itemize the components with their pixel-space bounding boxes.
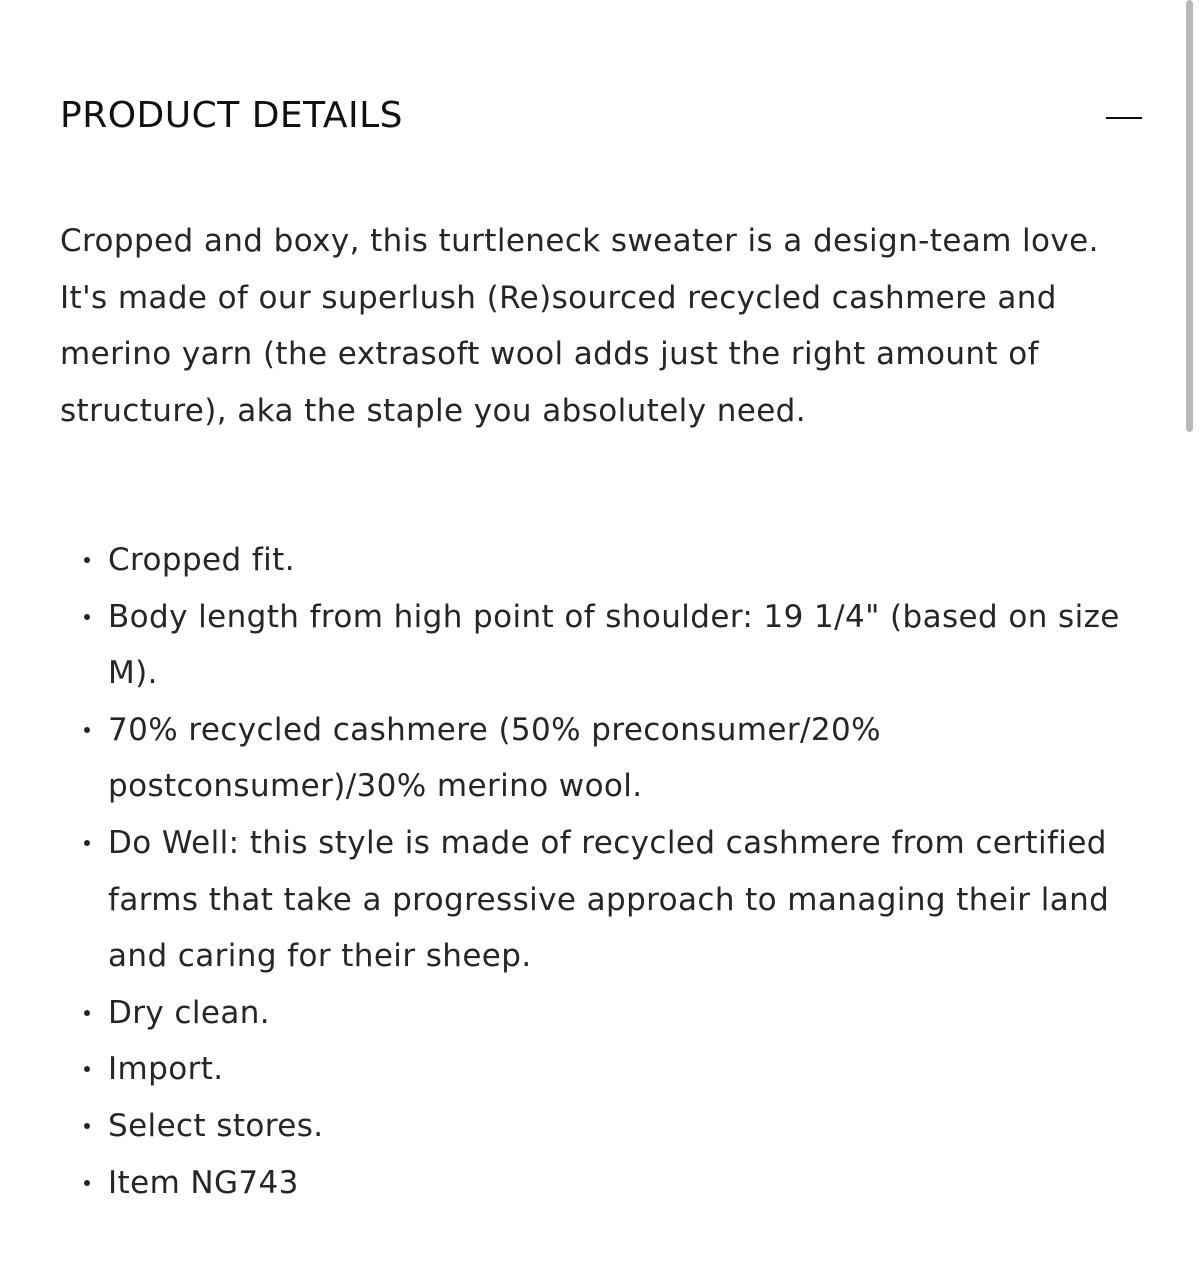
list-item <box>60 815 1135 985</box>
collapse-toggle-button[interactable] <box>1106 100 1142 136</box>
list-item-text: Dry clean. <box>108 994 271 1031</box>
bullet-icon <box>84 1010 90 1016</box>
list-item <box>60 1098 1135 1155</box>
product-details-header[interactable] <box>60 88 1142 144</box>
product-description: Cropped and boxy, this turtleneck sweater is a design-team love. It's made of our superlush (Re)sourced recycled cashmere and merino yarn (the extrasoft wool adds just the right amount of structure), aka the staple you absolutely need. <box>60 223 1099 429</box>
minus-icon <box>1106 117 1142 119</box>
bullet-icon <box>84 727 90 733</box>
bullet-icon <box>84 557 90 563</box>
list-item-text: Import. <box>108 1051 224 1088</box>
product-feature-list <box>60 532 1135 1211</box>
list-item <box>60 985 1135 1042</box>
bullet-icon <box>84 1066 90 1072</box>
list-item <box>60 1041 1135 1098</box>
list-item-text: 70% recycled cashmere (50% preconsumer/20% postconsumer)/30% merino wool. <box>108 711 881 805</box>
list-item-text: Do Well: this style is made of recycled cashmere from certified farms that take a progressive approach to managing their land and caring for their sheep. <box>108 824 1110 975</box>
list-item <box>60 589 1135 702</box>
bullet-icon <box>84 1180 90 1186</box>
bullet-icon <box>84 840 90 846</box>
list-item-text: Item NG743 <box>108 1164 299 1201</box>
list-item-text: Select stores. <box>108 1107 324 1144</box>
bullet-icon <box>84 614 90 620</box>
section-title: PRODUCT DETAILS <box>60 95 404 136</box>
vertical-scrollbar[interactable] <box>1186 0 1193 432</box>
list-item <box>60 532 1135 589</box>
list-item <box>60 1155 1135 1212</box>
list-item-text: Body length from high point of shoulder: 19 1/4" (based on size M). <box>108 598 1120 692</box>
bullet-icon <box>84 1123 90 1129</box>
list-item <box>60 702 1135 815</box>
list-item-text: Cropped fit. <box>108 542 295 578</box>
